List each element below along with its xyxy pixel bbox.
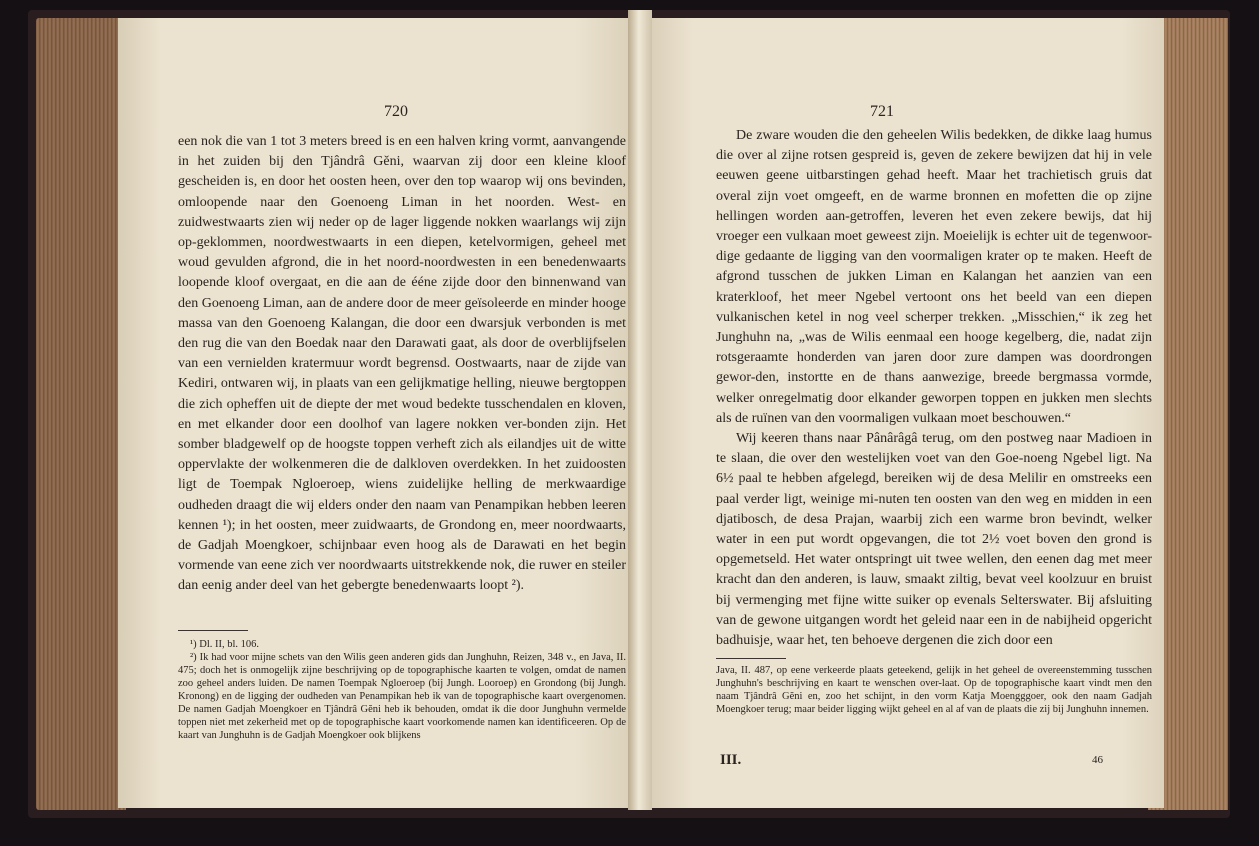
page-number: 720: [384, 103, 408, 120]
footnote: ¹) Dl. II, bl. 106.: [190, 639, 260, 650]
footnote: ²) Ik had voor mijne schets van den Wilis geen anderen gids dan Junghuhn, Reizen, 348 v., en Java, II. 475; doch het is onmogelijk zijne beschrijving op de topographische kaarten te volgen, omdat de namen zoo geheel anders luiden. De namen Toempak Ngloeroep (bij Jungh. Looroep) en Grondong (bij Jungh. Kronong) en de ligging der oudheden van Penampikan heb ik van de topographische kaart overgenomen. De namen Gadjah Moengkoer en Tjândrâ Gĕni heb ik behouden, omdat ik die door Junghuhn vermelde toppen niet met zekerheid met op de topographische kaart voorkomende namen kan identificeeren. Op de kaart van Junghuhn is de Gadjah Moengkoer ook blijkens: [178, 652, 626, 741]
footnotes: [178, 638, 626, 742]
footnote-rule: [716, 658, 786, 659]
body-text: [178, 132, 626, 597]
footnote: Java, II. 487, op eene verkeerde plaats geteekend, gelijk in het geheel de overeenstemming tusschen Junghuhn's beschrijving en kaart te wenschen over-laat. Op de topographische kaart vindt men den naam Tjândrâ Gĕni en, zoo het schijnt, in den vorm Katja Moengggoer, ook den naam Gadjah Moengkoer terug; maar beider ligging wijkt geheel en al af van de plaats die zij bij Junghuhn innemen.: [716, 665, 1152, 715]
body-text: [716, 126, 1152, 651]
page-number: 721: [870, 103, 894, 120]
right-page: [640, 18, 1164, 808]
paragraph: De zware wouden die den geheelen Wilis bedekken, de dikke laag humus die over al zijne rotsen gespreid is, geven de zekere bewijzen dat hij in vele eeuwen geene uitbarstingen gehad heeft. Maar het trachietisch gruis dat overal zijn voet omgeeft, en de warme bronnen en mofetten die op zijne hellingen worden aan-getroffen, leveren het even zekere bewijs, dat hij vroeger een vulkaan moet geweest zijn. Moeielijk is echter uit de tegenwoor-dige gedaante de ligging van den voormaligen krater op te maken. Heeft de afgrond tusschen de jukken Liman en Kalangan het aanzien van een kraterkloof, het meer Ngebel vertoont ons het beeld van een diepen vulkanischen ketel in nog veel scherper trekken. „Misschien,“ ik zeg het Junghuhn na, „was de Wilis eenmaal een hooge kegelberg, die, nadat zijn rotsgeraamte honderden van jaren door zure dampen was doordrongen gewor-den, instortte en de thans aanwezige, breede bergmassa vormde, welker onregelmatig door elkander geworpen toppen en jukken men slechts als de ruïnen van den voormaligen vulkaan moet beschouwen.“: [716, 128, 1152, 426]
page-edges-left: [36, 18, 126, 810]
paragraph: Wij keeren thans naar Pânârâgâ terug, om den postweg naar Madioen in te slaan, die over den westelijken voet van den Goe-noeng Ngebel ligt. Na 6½ paal te hebben afgelegd, bereiken wij de desa Melilir en omstreeks een paal verder ligt, weinige mi-nuten ten oosten van den weg en midden in een djatibosch, de desa Prajan, waarbij zich een warme bron bevindt, welker water in een put wordt opgevangen, die tot 2½ voet boven den grond is opgemetseld. Het water ontspringt uit twee wellen, den eenen dag met meer kracht dan den anderen, is lauw, smaakt ziltig, bevat veel koolzuur en bruist bij vermenging met fijne witte suiker op evenals Selterswater. Bij afsluiting van de gewone uitgangen wordt het geleid naar een in de nabijheid opgericht badhuisje, waar het, ten behoeve dergenen die zich door een: [716, 431, 1152, 649]
footnote-rule: [178, 630, 248, 631]
left-page: [118, 18, 638, 808]
book-gutter: [628, 10, 652, 810]
signature-mark: III.: [720, 752, 742, 768]
leaf-number: 46: [1092, 754, 1103, 766]
footnotes: [716, 664, 1152, 716]
paragraph: een nok die van 1 tot 3 meters breed is en een halven kring vormt, aanvangende in het zuiden bij den Tjândrâ Gĕni, waarvan zij door een kleine kloof gescheiden is, en door het oosten heen, over den top waarop wij ons bevinden, omloopende naar den Goenoeng Liman in het noorden. West- en zuidwestwaarts zien wij neder op de lager liggende nokken waarlangs wij zijn op-geklommen, noordwestwaarts in een diepen, ketelvormigen, geheel met woud gevulden afgrond, die in het noord-noordwesten in een benedenwaarts loopende kloof overgaat, en die aan de ééne zijde door den binnenwand van den Goenoeng Liman, aan de andere door de meer geïsoleerde en minder hooge massa van den Goenoeng Kalangan, die door een dwarsjuk verbonden is met den rug die van den Boedak naar den Darawati gaat, als door de overblijfselen van een vernielden kratermuur wordt begrensd. Oostwaarts, naar de zijde van Kediri, ontwaren wij, in plaats van een gelijkmatige helling, nieuwe bergtoppen die zich opheffen uit de diepte der met woud bedekte tusschendalen en kloven, en met elkander door een doolhof van lagere nokken ver-bonden zijn. Het somber bladgewelf op de hoogste toppen verheft zich als eilandjes uit de witte oppervlakte der wolkenmeren die de dalkloven overdekken. In het zuidoosten ligt de Toempak Ngloeroep, wiens zuidelijke helling de merkwaardige oudheden draagt die wij elders onder den naam van Penampikan hebben leeren kennen ¹); in het oosten, meer zuidwaarts, de Grondong en, meer noordwaarts, de Gadjah Moengkoer, schijnbaar even hoog als de Darawati en het begin vormende van eene zich ver noordwaarts uitstrekkende nok, die ruwer en steiler dan eenig ander deel van het gebergte benedenwaarts loopt ²).: [178, 134, 626, 594]
